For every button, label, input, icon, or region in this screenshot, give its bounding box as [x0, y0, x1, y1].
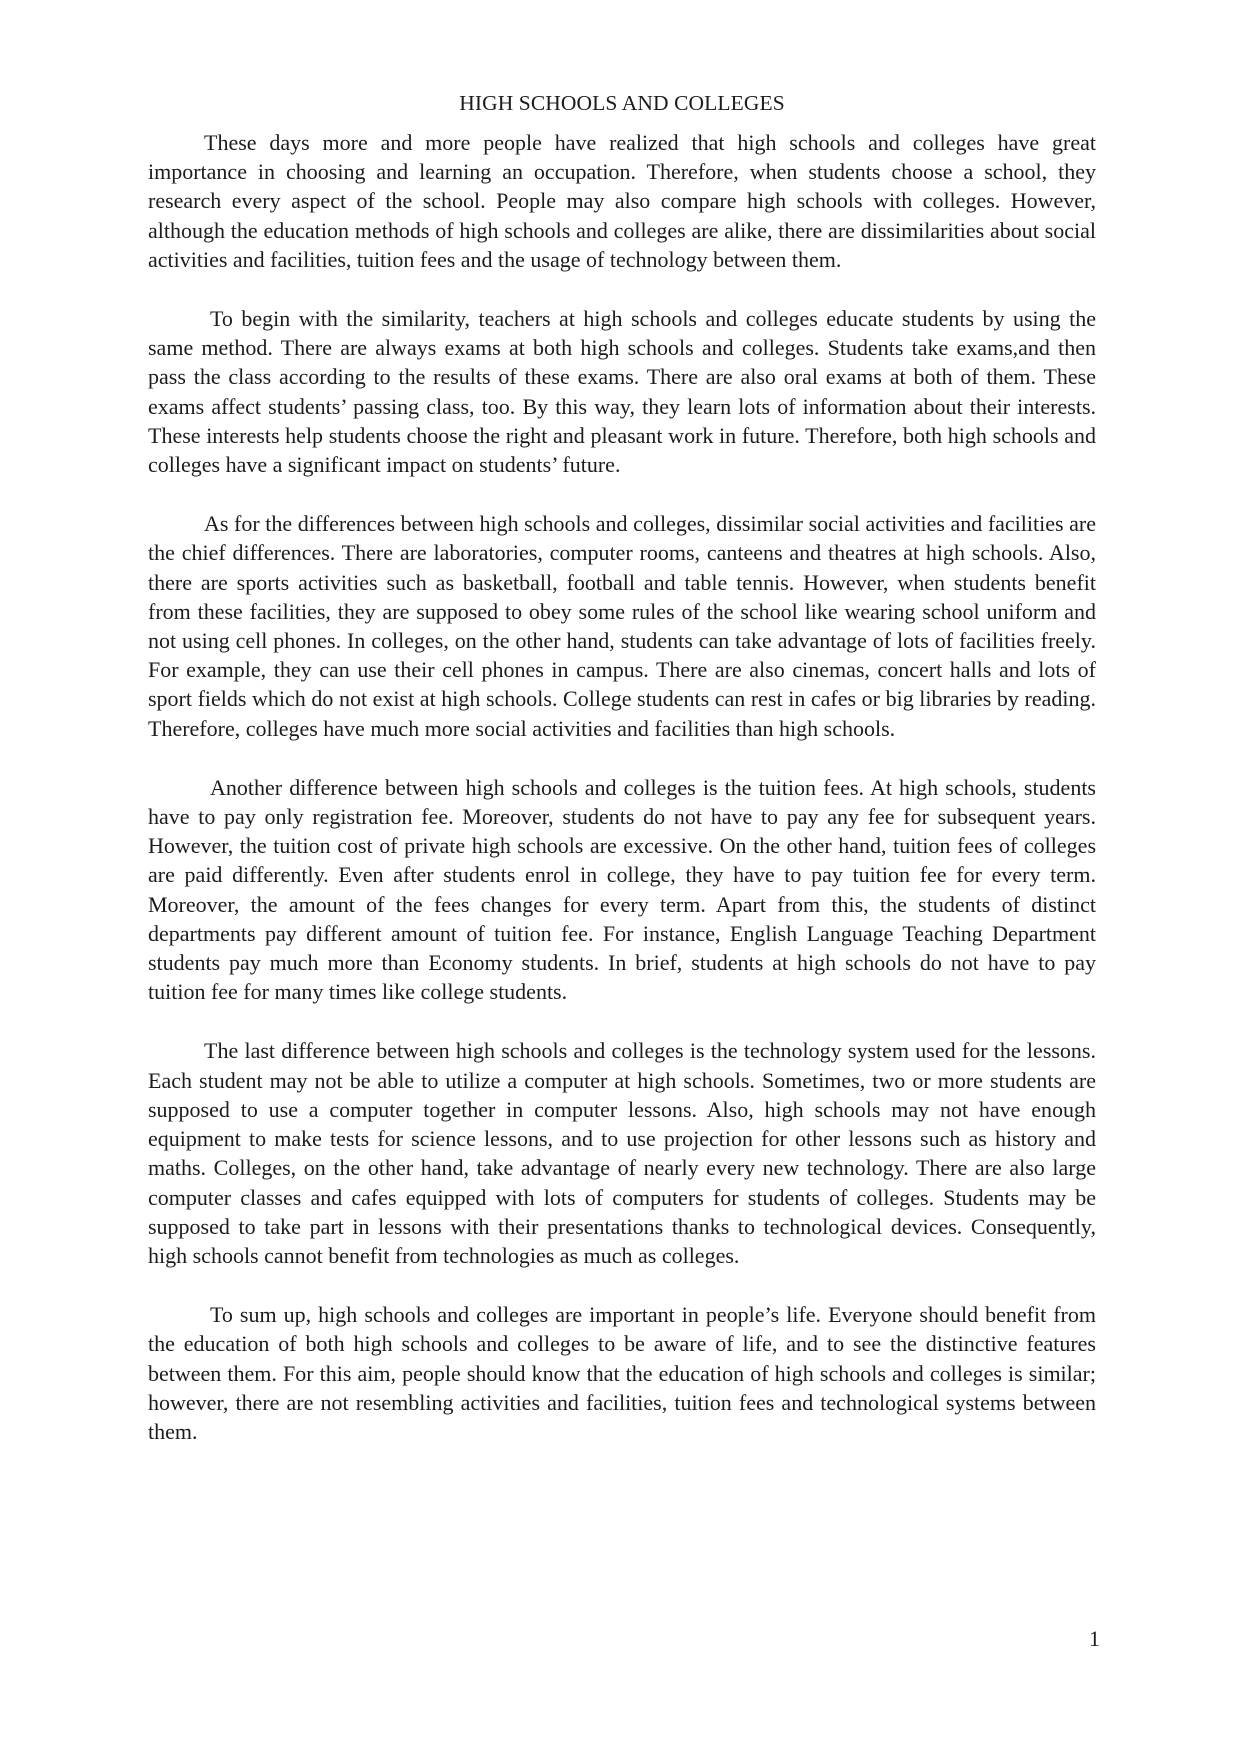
- paragraph-technology-difference: The last difference between high schools and colleges is the technology system used for the lessons. Each student may not be able to utilize a computer at high schools. Sometimes, two or more students are supposed to use a computer together in computer lessons. Also, high schools may not have enough equipment to make tests for science lessons, and to use projection for other lessons such as history and maths. Colleges, on the other hand, take advantage of nearly every new technology. There are also large computer classes and cafes equipped with lots of computers for students of colleges. Students may be supposed to take part in lessons with their presentations thanks to technological devices. Consequently, high schools cannot benefit from technologies as much as colleges.: [148, 1038, 1096, 1268]
- paragraph-similarity: To begin with the similarity, teachers at high schools and colleges educate students by using the same method. There are always exams at both high schools and colleges. Students take exams,and then pass the class according to the results of these exams. There are also oral exams at both of them. These exams affect students’ passing class, too. By this way, they learn lots of information about their interests. These interests help students choose the right and pleasant work in future. Therefore, both high schools and colleges have a significant impact on students’ future.: [148, 306, 1096, 478]
- paragraph-facilities-difference: As for the differences between high schools and colleges, dissimilar social activities and facilities are the chief differences. There are laboratories, computer rooms, canteens and theatres at high schools. Also, there are sports activities such as basketball, football and table tennis. However, when students benefit from these facilities, they are supposed to obey some rules of the school like wearing school uniform and not using cell phones. In colleges, on the other hand, students can take advantage of lots of facilities freely. For example, they can use their cell phones in campus. There are also cinemas, concert halls and lots of sport fields which do not exist at high schools. College students can rest in cafes or big libraries by reading. Therefore, colleges have much more social activities and facilities than high schools.: [148, 511, 1096, 741]
- document-page: [148, 90, 1096, 1476]
- paragraph-introduction: These days more and more people have realized that high schools and colleges have great importance in choosing and learning an occupation. Therefore, when students choose a school, they research every aspect of the school. People may also compare high schools with colleges. However, although the education methods of high schools and colleges are alike, there are dissimilarities about social activities and facilities, tuition fees and the usage of technology between them.: [148, 130, 1096, 272]
- page-number: 1: [1089, 1626, 1100, 1651]
- paragraph-tuition-difference: Another difference between high schools and colleges is the tuition fees. At high schools, students have to pay only registration fee. Moreover, students do not have to pay any fee for subsequent years. However, the tuition cost of private high schools are excessive. On the other hand, tuition fees of colleges are paid differently. Even after students enrol in college, they have to pay tuition fee for every term. Moreover, the amount of the fees changes for every term. Apart from this, the students of distinct departments pay different amount of tuition fee. For instance, English Language Teaching Department students pay much more than Economy students. In brief, students at high schools do not have to pay tuition fee for many times like college students.: [148, 774, 1096, 1005]
- paragraph-conclusion: To sum up, high schools and colleges are important in people’s life. Everyone should benefit from the education of both high schools and colleges to be aware of life, and to see the distinctive features between them. For this aim, people should know that the education of high schools and colleges is similar; however, there are not resembling activities and facilities, tuition fees and technological systems between them.: [148, 1302, 1096, 1444]
- document-title: HIGH SCHOOLS AND COLLEGES: [459, 91, 785, 115]
